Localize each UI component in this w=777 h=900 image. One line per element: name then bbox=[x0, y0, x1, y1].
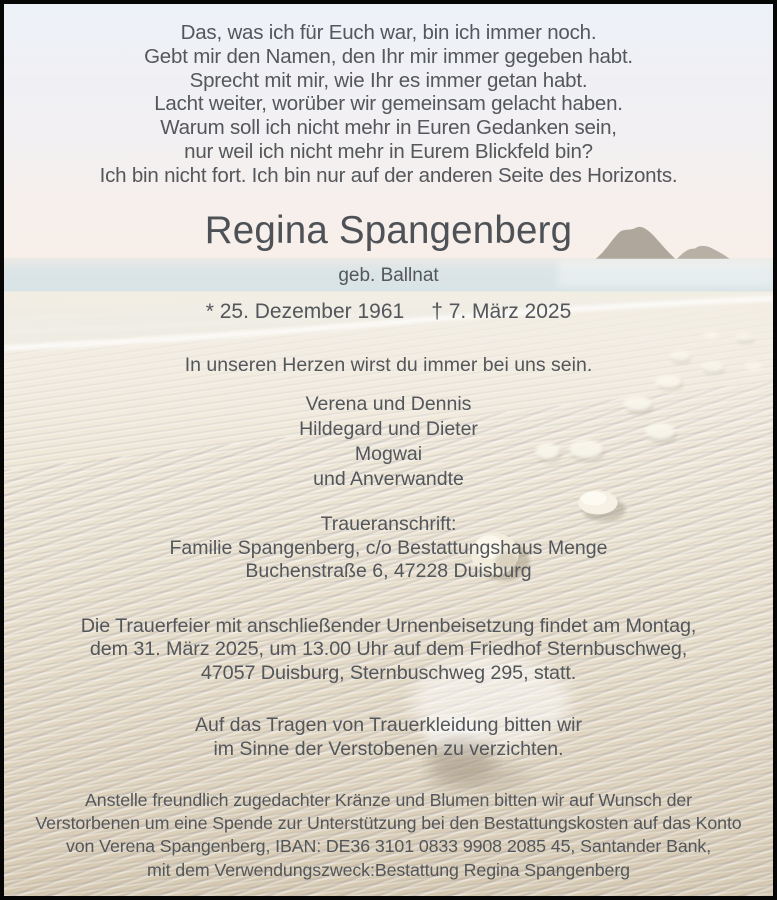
mourners-list bbox=[4, 392, 773, 492]
mourner-line: und Anverwandte bbox=[313, 467, 464, 490]
mourner-line: Hildegard und Dieter bbox=[299, 417, 478, 440]
poem-line: Sprecht mit mir, wie Ihr es immer getan habt. bbox=[189, 68, 588, 92]
condolence-address bbox=[4, 513, 773, 584]
donation-line: Verstorbenen um eine Spende zur Unterstützung bei den Bestattungskosten auf das Konto bbox=[35, 813, 742, 834]
condolence-address-line: Familie Spangenberg, c/o Bestattungshaus Menge bbox=[169, 536, 608, 559]
funeral-line: Die Trauerfeier mit anschließender Urnenbeisetzung findet am Montag, bbox=[80, 615, 697, 637]
clothing-line: im Sinne der Verstobenen zu verzichten. bbox=[213, 737, 564, 760]
donation-request bbox=[4, 789, 773, 882]
tribute-line: In unseren Herzen wirst du immer bei uns sein. bbox=[184, 354, 593, 376]
condolence-address-label: Traueranschrift: bbox=[320, 513, 457, 535]
maiden-name: geb. Ballnat bbox=[338, 265, 439, 286]
mourner-line: Verena und Dennis bbox=[305, 393, 472, 415]
opening-poem bbox=[4, 21, 773, 188]
death-date: † 7. März 2025 bbox=[431, 300, 572, 323]
life-dates bbox=[4, 299, 773, 324]
donation-line: Anstelle freundlich zugedachter Kränze und Blumen bitten wir auf Wunsch der bbox=[85, 790, 692, 810]
poem-line: Gebt mir den Namen, den Ihr mir immer gegeben habt. bbox=[144, 44, 633, 68]
deceased-name: Regina Spangenberg bbox=[204, 209, 573, 252]
funeral-line: 47057 Duisburg, Sternbuschweg 295, statt. bbox=[200, 661, 577, 684]
birth-date: * 25. Dezember 1961 bbox=[205, 300, 405, 323]
poem-line: Lacht weiter, worüber wir gemeinsam gelacht haben. bbox=[154, 92, 623, 116]
donation-line: mit dem Verwendungszweck:Bestattung Regina Spangenberg bbox=[147, 859, 630, 880]
clothing-line: Auf das Tragen von Trauerkleidung bitten wir bbox=[195, 714, 582, 736]
donation-line: von Verena Spangenberg, IBAN: DE36 3101 0833 9908 2085 45, Santander Bank, bbox=[65, 836, 712, 857]
condolence-address-line: Buchenstraße 6, 47228 Duisburg bbox=[245, 560, 532, 583]
poem-line: Warum soll ich nicht mehr in Euren Gedanken sein, bbox=[160, 116, 617, 140]
funeral-line: dem 31. März 2025, um 13.00 Uhr auf dem Friedhof Sternbuschweg, bbox=[89, 638, 688, 661]
poem-line: nur weil ich nicht mehr in Eurem Blickfeld bin? bbox=[184, 139, 593, 163]
funeral-details bbox=[4, 615, 773, 685]
clothing-request bbox=[4, 714, 773, 761]
poem-line: Ich bin nicht fort. Ich bin nur auf der anderen Seite des Horizonts. bbox=[99, 163, 678, 187]
mourner-line: Mogwai bbox=[354, 442, 423, 465]
poem-line: Das, was ich für Euch war, bin ich immer noch. bbox=[180, 21, 597, 44]
